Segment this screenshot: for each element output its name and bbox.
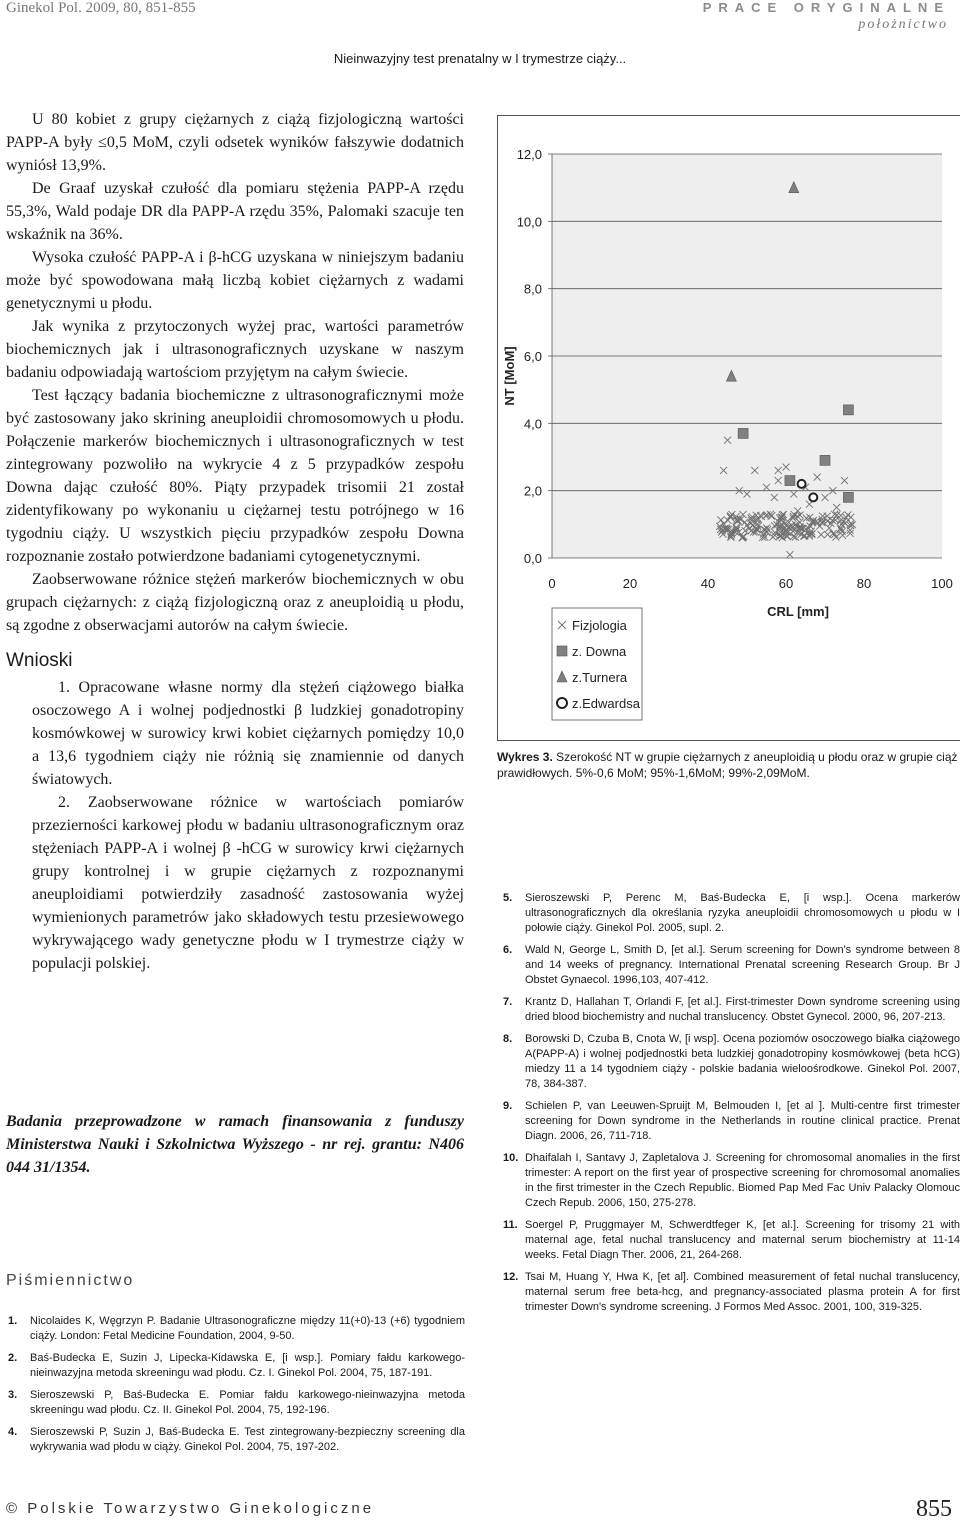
reference-number: 7.	[503, 996, 513, 1008]
conclusions-heading: Wnioski	[6, 650, 73, 671]
page-number: 855	[916, 1496, 952, 1522]
x-axis-title: CRL [mm]	[767, 604, 829, 619]
paragraph: De Graaf uzyskał czułość dla pomiaru stężenia PAPP-A rzędu 55,3%, Wald podaje DR dla PAPP-A rzędu 35%, Palomaki szacuje ten wskaźnik na 36%.	[6, 180, 464, 243]
reference-text: Borowski D, Czuba B, Cnota W, [i wsp]. Ocena poziomów osoczowego białka ciążowego A(PAPP-A) i wolnej podjednostki beta ludzkiej gonadotropiny kosmówkowej (beta hCG) miedzy 11 a 14 tygodniem ciąży - polskie badania wieloośrodkowe. Ginekol Pol. 2007, 78, 384-387.	[525, 1033, 960, 1090]
reference-item	[0, 1351, 465, 1381]
data-point-square	[843, 492, 853, 502]
journal-citation	[6, 0, 196, 17]
reference-number: 5.	[503, 892, 513, 904]
reference-text: Soergel P, Pruggmayer M, Schwerdtfeger K, [et al.]. Screening for trisomy 21 with maternal age, fetal nuchal translucency and maternal serum biochemistry at 11-14 weeks. Fetal Diagn Ther. 2006, 21, 264-268.	[525, 1219, 960, 1261]
reference-text: Wald N, George L, Smith D, [et al.]. Serum screening for Down's syndrome between 8 and 14 weeks of pregnancy. International Prenatal screening Research Group. Br J Obstet Gynaecol. 1996,103, 407-412.	[525, 944, 960, 986]
y-tick-label: 4,0	[523, 416, 542, 432]
reference-text: Sieroszewski P, Baś-Budecka E. Pomiar fałdu karkowego-nieinwazyjna metoda skreeningu wad płodu. Cz. II. Ginekol Pol. 2004, 75, 192-196.	[30, 1389, 465, 1416]
copyright-footer: © Polskie Towarzystwo Ginekologiczne	[6, 1500, 375, 1517]
y-tick-label: 2,0	[523, 483, 542, 499]
journal-volume: 2009, 80, 851-855	[85, 0, 196, 16]
reference-item	[0, 1314, 465, 1344]
reference-text: Krantz D, Hallahan T, Orlandi F, [et al.]. First-trimester Down syndrome screening using dried blood biochemistry and nuchal translucency. Obstet Gynecol. 2000, 96, 207-213.	[525, 996, 960, 1023]
data-point-square	[843, 405, 853, 415]
references-heading: Piśmiennictwo	[6, 1272, 135, 1289]
chart-frame	[497, 115, 960, 741]
journal-name: Ginekol Pol.	[6, 0, 82, 16]
reference-item	[495, 943, 960, 988]
data-point-square	[820, 455, 830, 465]
y-axis-title: NT [MoM]	[502, 346, 517, 406]
data-point-square	[785, 476, 795, 486]
reference-text: Nicolaides K, Węgrzyn P. Badanie Ultrasonograficzne między 11(+0)-13 (+6) tygodniem ciąży. London: Fetal Medicine Foundation, 2004, 9-50.	[30, 1315, 465, 1342]
reference-item	[495, 891, 960, 936]
reference-number: 4.	[8, 1426, 18, 1438]
reference-number: 9.	[503, 1100, 513, 1112]
x-tick-label: 100	[931, 576, 953, 591]
reference-text: Tsai M, Huang Y, Hwa K, [et al]. Combined measurement of fetal nuchal translucency, maternal serum free beta-hcg, and pregnancy-associated plasma protein A for first trimester Down's syndrome screening. J Formos Med Assoc. 2001, 100, 319-325.	[525, 1271, 960, 1313]
reference-text: Baś-Budecka E, Suzin J, Lipecka-Kidawska E, [i wsp.]. Pomiary fałdu karkowego-nieinwazyjna metoda skreeningu wad płodu. Cz. I. Ginekol Pol. 2004, 75, 187-191.	[30, 1352, 465, 1379]
reference-item	[495, 1151, 960, 1211]
reference-number: 8.	[503, 1033, 513, 1045]
nt-scatter-chart	[498, 116, 960, 740]
paragraph: Jak wynika z przytoczonych wyżej prac, wartości parametrów biochemicznych jak i ultrasonograficznych uzyskane w naszym badaniu odpowiadają wartościom przyjętym na całym świecie.	[6, 318, 464, 381]
x-tick-label: 60	[778, 576, 794, 591]
x-tick-label: 0	[548, 576, 556, 591]
legend-marker-square	[557, 646, 567, 656]
section-label: PRACE ORYGINALNE	[702, 0, 950, 15]
reference-item	[0, 1425, 465, 1455]
reference-text: Sieroszewski P, Perenc M, Baś-Budecka E, [i wsp.]. Ocena markerów ultrasonograficznych dla określania ryzyka aneuploidii chromosomowych u płodu w I połowie ciąży. Ginekol Pol. 2005, supl. 2.	[525, 892, 960, 934]
x-tick-label: 20	[622, 576, 638, 591]
reference-number: 10.	[503, 1152, 519, 1164]
x-tick-label: 40	[700, 576, 716, 591]
figure-caption	[497, 749, 960, 781]
data-point-square	[738, 428, 748, 438]
reference-item	[495, 1099, 960, 1144]
y-tick-label: 6,0	[523, 349, 542, 364]
running-title: Nieinwazyjny test prenatalny w I trymestrze ciąży...	[333, 51, 627, 66]
reference-item	[495, 1032, 960, 1092]
subsection-label: położnictwo	[858, 17, 948, 32]
y-tick-label: 8,0	[523, 281, 542, 297]
references-right	[495, 891, 960, 1322]
reference-number: 3.	[8, 1389, 18, 1401]
reference-text: Schielen P, van Leeuwen-Spruijt M, Belmouden I, [et al ]. Multi-centre first trimester screening for Down syndrome in the Netherlands in routine clinical practice. Prenat Diagn. 2006, 26, 711-718.	[525, 1100, 960, 1142]
reference-item	[495, 1218, 960, 1263]
legend-label: Fizjologia	[572, 618, 627, 633]
reference-number: 1.	[8, 1315, 18, 1327]
legend-label: z. Downa	[572, 644, 627, 659]
y-tick-label: 10,0	[516, 214, 542, 230]
reference-number: 12.	[503, 1271, 519, 1283]
paragraph: Zaobserwowane różnice stężeń markerów biochemicznych w obu grupach ciężarnych: z ciążą fizjologiczną oraz z aneuploidią u płodu, są zgodne z obserwacjami autorów na całym świecie.	[6, 571, 464, 634]
reference-number: 11.	[503, 1219, 518, 1231]
paragraph: Test łączący badania biochemiczne z ultrasonograficznymi może być zastosowany jako skrining aneuploidii chromosomowych u płodu. Połączenie markerów biochemicznych i ultrasonograficznych w test zintegrowany pozwoliło na wykrycie 4 z 5 przypadków zespołu Downa dając czułość 80%. Piąty przypadek trisomii 21 został zidentyfikowany po wykonaniu u ciężarnej testu potrójnego w 16 tygodniu ciąży. U wszystkich pięciu przypadków zespołu Downa rozpoznanie zostało potwierdzone badaniami cytogenetycznymi.	[6, 387, 464, 565]
reference-item	[495, 1270, 960, 1315]
data-point-circle	[798, 480, 806, 488]
conclusion-item: 1. Opracowane własne normy dla stężeń ciążowego białka osoczowego A i wolnej podjednostki β ludzkiej gonadotropiny kosmówkowej w surowicy krwi kobiet ciężarnych pomiędzy 10,0 a 13,6 tygodniem ciąży nie różnią się znamiennie od danych światowych.	[32, 679, 465, 788]
paragraph: Wysoka czułość PAPP-A i β-hCG uzyskana w niniejszym badaniu może być spowodowana małą liczbą kobiet ciężarnych z wadami genetycznymi u płodu.	[6, 249, 464, 312]
legend-marker-circle	[557, 698, 567, 708]
caption-label: Wykres 3.	[497, 750, 553, 764]
references-left	[0, 1314, 465, 1462]
conclusion-item: 2. Zaobserwowane różnice w wartościach pomiarów przezierności karkowej płodu w badaniu ultrasonograficznym oraz stężeniach PAPP-A i wolnej β -hCG w surowicy krwi ciężarnych grupy kontrolnej i w grupie ciężarnych z rozpoznanymi aneuploidiami potwierdziły zasadność zastosowania wyżej wymienionych parametrów jako składowych testu przesiewowego wykrywającego wady genetyczne płodu w I trymestrze ciąży w populacji polskiej.	[32, 794, 464, 972]
left-column	[6, 108, 464, 975]
legend-label: z.Turnera	[572, 670, 628, 685]
reference-item	[495, 995, 960, 1025]
reference-item	[0, 1388, 465, 1418]
paragraph: U 80 kobiet z grupy ciężarnych z ciążą fizjologiczną wartości PAPP-A były ≤0,5 MoM, czyli odsetek wyników fałszywie dodatnich wyniósł 13,9%.	[6, 111, 464, 174]
legend-label: z.Edwardsa	[572, 696, 640, 711]
y-tick-label: 0,0	[523, 551, 542, 566]
data-point-circle	[809, 493, 817, 501]
reference-text: Sieroszewski P, Suzin J, Baś-Budecka E. Test zintegrowany-bezpieczny screening dla wykrywania wad płodu w ciąży. Ginekol Pol. 2004, 75, 197-202.	[30, 1426, 465, 1453]
x-tick-label: 80	[856, 576, 872, 591]
reference-number: 6.	[503, 944, 513, 956]
funding-note: Badania przeprowadzone w ramach finansowania z funduszy Ministerstwa Nauki i Szkolnictwa Wyższego - nr rej. grantu: N406 044 31/1354.	[6, 1113, 464, 1176]
caption-text: Szerokość NT w grupie ciężarnych z aneuploidią u płodu oraz w grupie ciąż prawidłowych. 5%-0,6 MoM; 95%-1,6MoM; 99%-2,09MoM.	[497, 750, 958, 780]
reference-number: 2.	[8, 1352, 18, 1364]
reference-text: Dhaifalah I, Santavy J, Zapletalova J. Screening for chromosomal anomalies in the first trimester: A report on the first year of prospective screening for chromosomal anomalies in the first trimester in the Czech Republic. Biomed Pap Med Fac Univ Palacky Olomouc Czech Repub. 2006, 150, 275-278.	[525, 1152, 960, 1209]
y-tick-label: 12,0	[516, 147, 542, 162]
